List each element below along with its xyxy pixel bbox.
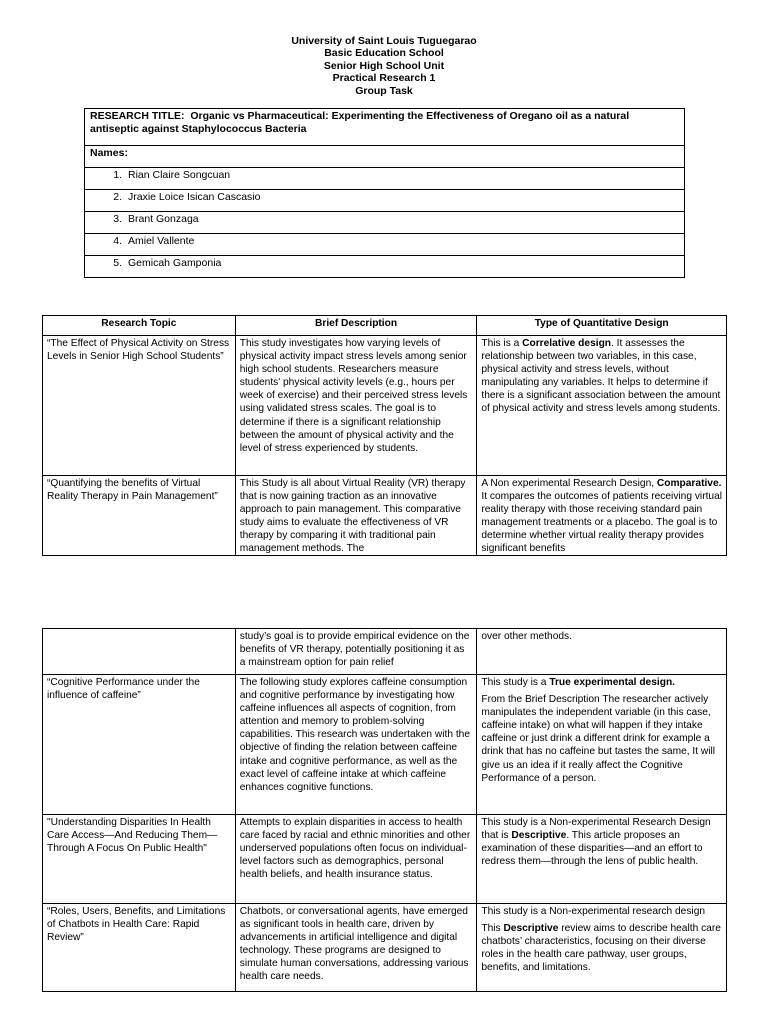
- header-unit: Senior High School Unit: [323, 59, 445, 72]
- name-number: 3.: [113, 213, 122, 225]
- design-text: This study is a Non-experimental Research Design that is: [481, 817, 711, 842]
- document-header: [0, 35, 768, 97]
- member-name: Rian Claire Songcuan: [128, 169, 231, 181]
- name-number: 1.: [113, 169, 122, 181]
- design-cell: [477, 675, 727, 815]
- research-title-label: RESEARCH TITLE:: [90, 110, 185, 122]
- table-row: [43, 904, 727, 992]
- design-text: . It assesses the relationship between two variables, in this case, physical activity and stress levels, without manipulating any variables. It helps to determine if there is a significant association between the amount of physical activity and stress levels among students.: [481, 338, 721, 415]
- name-row: [85, 190, 685, 212]
- research-title-text: Organic vs Pharmaceutical: Experimenting the Effectiveness of Oregano oil as a natural antiseptic against Staphylococcus Bacteria: [90, 110, 630, 135]
- description-cell: study’s goal is to provide empirical evidence on the benefits of VR therapy, potentially positioning it as a mainstream option for pain relief: [235, 629, 477, 675]
- design-cell: [477, 815, 727, 904]
- table-row: [43, 629, 727, 675]
- name-row: [85, 256, 685, 278]
- name-number: 2.: [113, 191, 122, 203]
- design-text: This: [481, 923, 504, 935]
- description-cell: This study investigates how varying levels of physical activity impact stress levels among senior high school students. Researchers measure students' physical activity levels (e.g., hours per week of exercise) and their perceived stress levels using validated stress scales. The goal is to determine if there is a significant relationship between the amount of physical activity and the level of stress experienced by students.: [235, 336, 477, 476]
- design-explanation: [481, 922, 722, 974]
- research-table-part-2: [42, 628, 727, 992]
- description-cell: Attempts to explain disparities in access to health care faced by racial and ethnic minorities and other underserved populations often focus on individual-level factors such as demographics, personal health beliefs, and health insurance status.: [235, 815, 477, 904]
- design-text: review aims to describe health care chatbots’ characteristics, focusing on their diverse roles in the health care pathway, user groups, benefits, and limitations.: [481, 923, 721, 974]
- table-row: [43, 476, 727, 556]
- table-row: [43, 675, 727, 815]
- name-row: [85, 212, 685, 234]
- names-label: Names:: [85, 146, 685, 168]
- design-cell: over other methods.: [477, 629, 727, 675]
- design-type: Correlative design: [522, 338, 612, 349]
- topic-cell: “Roles, Users, Benefits, and Limitations of Chatbots in Health Care: Rapid Review”: [43, 904, 236, 992]
- design-text: This is a: [481, 338, 523, 349]
- design-text: This study is a Non-experimental research design: [481, 906, 706, 917]
- header-task: Group Task: [355, 84, 413, 97]
- member-name: Jraxie Loice Isican Cascasio: [128, 191, 261, 203]
- header-school: Basic Education School: [324, 47, 444, 60]
- design-text: . This article proposes an examination of these disparities—and an effort to redress them—through the lens of public health.: [481, 830, 703, 868]
- design-text: It compares the outcomes of patients receiving virtual reality therapy with those receiving standard pain management treatments or a placebo. The goal is to determine whether virtual reality therapy provides significant benefits: [481, 491, 722, 555]
- column-header-description: Brief Description: [235, 316, 477, 336]
- design-type: Descriptive: [511, 830, 567, 842]
- member-name: Brant Gonzaga: [128, 213, 199, 225]
- member-name: Amiel Vallente: [128, 235, 195, 247]
- column-header-topic: Research Topic: [43, 316, 236, 336]
- research-title-cell: [85, 109, 685, 146]
- column-header-design: Type of Quantitative Design: [477, 316, 727, 336]
- name-row: [85, 234, 685, 256]
- header-subject: Practical Research 1: [332, 72, 436, 85]
- description-cell: Chatbots, or conversational agents, have emerged as significant tools in health care, driven by advancements in artificial intelligence and digital technology. These programs are designed to simulate human conversations, addressing various health care needs.: [235, 904, 477, 992]
- design-explanation: From the Brief Description The researcher actively manipulates the independent variable (in this case, caffeine intake) on what will happen if they intake caffeine or just drink a different drink for example a drink that has no caffeine but tastes the same, It will give us an idea if it really affect the Cognitive Performance of a person.: [481, 694, 716, 784]
- research-table-part-1: [42, 315, 727, 556]
- topic-cell: “Cognitive Performance under the influence of caffeine”: [43, 675, 236, 815]
- description-cell: [235, 476, 477, 556]
- topic-cell: “The Effect of Physical Activity on Stress Levels in Senior High School Students”: [43, 336, 236, 476]
- topic-cell: "Understanding Disparities In Health Care Access—And Reducing Them—Through A Focus On Public Health": [43, 815, 236, 904]
- member-name: Gemicah Gamponia: [128, 257, 222, 269]
- design-text: A Non experimental Research Design,: [481, 478, 657, 489]
- name-number: 5.: [113, 257, 122, 269]
- table-row: [43, 815, 727, 904]
- table-row: [43, 336, 727, 476]
- design-cell: [477, 904, 727, 992]
- description-text: This Study is all about Virtual Reality (VR) therapy that is now gaining traction as an innovative approach to pain management. This comparative study aims to evaluate the effectiveness of VR therapy by comparing it with traditional pain management methods. The: [239, 478, 466, 555]
- description-cell: The following study explores caffeine consumption and cognitive performance by investigating how caffeine influences all aspects of cognition, from attention and memory to problem-solving capabilities. This research was undertaken with the objective of finding the relation between caffeine intake and cognitive performance, as well as the exact level of caffeine intake at which caffeine enhances cognitive functions.: [235, 675, 477, 815]
- design-type: True experimental design.: [549, 677, 675, 688]
- name-row: [85, 168, 685, 190]
- design-cell: [477, 336, 727, 476]
- design-text: This study is a: [481, 677, 550, 688]
- research-title-box: [84, 108, 685, 278]
- header-university: University of Saint Louis Tuguegarao: [291, 35, 477, 47]
- topic-cell: “Quantifying the benefits of Virtual Reality Therapy in Pain Management”: [43, 476, 236, 556]
- design-type: Descriptive: [503, 923, 559, 935]
- table-header-row: [43, 316, 727, 336]
- design-type: Comparative.: [656, 478, 722, 489]
- topic-cell: [43, 629, 236, 675]
- name-number: 4.: [113, 235, 122, 247]
- design-cell: [477, 476, 727, 556]
